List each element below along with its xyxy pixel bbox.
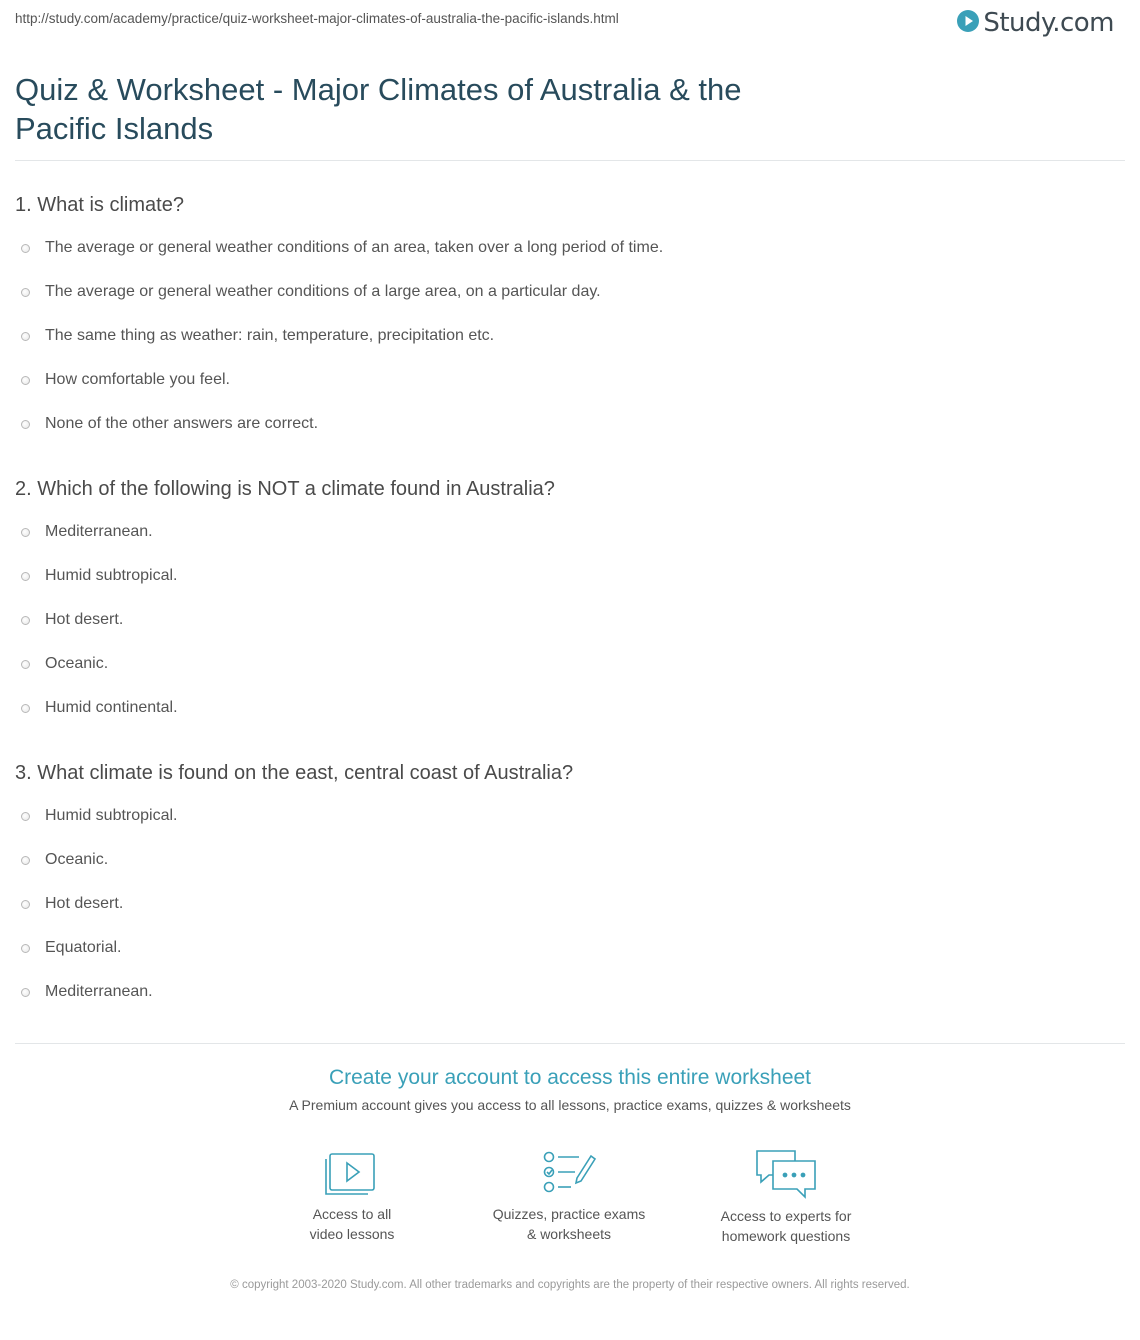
answer-text: Mediterranean.	[45, 983, 153, 1000]
radio-button[interactable]	[21, 332, 30, 341]
question-1: 1. What is climate?	[15, 194, 184, 216]
feature-quizzes	[484, 1148, 654, 1244]
radio-button[interactable]	[21, 244, 30, 253]
answer-option[interactable]	[21, 699, 178, 717]
chat-bubbles-icon	[701, 1148, 871, 1200]
answer-text: How comfortable you feel.	[45, 371, 230, 388]
feature-video-lessons	[267, 1148, 437, 1244]
question-2: 2. Which of the following is NOT a climate found in Australia?	[15, 478, 555, 500]
radio-button[interactable]	[21, 616, 30, 625]
radio-button[interactable]	[21, 856, 30, 865]
answer-option[interactable]	[21, 415, 318, 433]
answer-text: Mediterranean.	[45, 523, 153, 540]
answer-option[interactable]	[21, 939, 122, 957]
answer-text: Humid subtropical.	[45, 567, 178, 584]
answer-option[interactable]	[21, 807, 178, 825]
logo-text: Study.com	[983, 8, 1114, 38]
answer-text: Oceanic.	[45, 851, 109, 868]
answer-text: Humid continental.	[45, 699, 178, 716]
answer-option[interactable]	[21, 567, 178, 585]
answer-text: Oceanic.	[45, 655, 109, 672]
radio-button[interactable]	[21, 944, 30, 953]
title-divider	[15, 160, 1125, 161]
radio-button[interactable]	[21, 420, 30, 429]
feature-text: Quizzes, practice exams & worksheets	[492, 1206, 646, 1242]
radio-button[interactable]	[21, 528, 30, 537]
copyright-notice: © copyright 2003-2020 Study.com. All other trademarks and copyrights are the property of their respective owners. All rights reserved.	[230, 1279, 910, 1291]
feature-experts	[701, 1148, 871, 1246]
answer-option[interactable]	[21, 611, 123, 629]
question-3: 3. What climate is found on the east, central coast of Australia?	[15, 762, 574, 784]
answer-option[interactable]	[21, 655, 108, 673]
page-title: Quiz & Worksheet - Major Climates of Australia & the Pacific Islands	[15, 72, 742, 146]
radio-button[interactable]	[21, 288, 30, 297]
video-lesson-icon	[267, 1148, 437, 1198]
answer-option[interactable]	[21, 983, 153, 1001]
radio-button[interactable]	[21, 812, 30, 821]
answer-text: Hot desert.	[45, 895, 124, 912]
radio-button[interactable]	[21, 376, 30, 385]
answer-text: The average or general weather conditions of an area, taken over a long period of time.	[45, 239, 664, 256]
cta-divider	[15, 1043, 1125, 1044]
create-account-link[interactable]: Create your account to access this entire worksheet	[328, 1066, 812, 1089]
quiz-checklist-icon	[484, 1148, 654, 1198]
answer-text: Humid subtropical.	[45, 807, 178, 824]
answer-option[interactable]	[21, 239, 663, 257]
answer-option[interactable]	[21, 523, 153, 541]
radio-button[interactable]	[21, 988, 30, 997]
radio-button[interactable]	[21, 900, 30, 909]
radio-button[interactable]	[21, 660, 30, 669]
cta-subtitle: A Premium account gives you access to all lessons, practice exams, quizzes & worksheets	[289, 1097, 851, 1113]
answer-option[interactable]	[21, 283, 601, 301]
answer-text: Equatorial.	[45, 939, 122, 956]
answer-option[interactable]	[21, 327, 494, 345]
answer-text: The average or general weather conditions of a large area, on a particular day.	[45, 283, 601, 300]
page-url: http://study.com/academy/practice/quiz-worksheet-major-climates-of-australia-the-pacific-islands.html	[15, 11, 619, 26]
answer-text: Hot desert.	[45, 611, 124, 628]
answer-text: The same thing as weather: rain, temperature, precipitation etc.	[45, 327, 495, 344]
answer-option[interactable]	[21, 895, 123, 913]
radio-button[interactable]	[21, 704, 30, 713]
answer-option[interactable]	[21, 851, 108, 869]
study-logo[interactable]	[956, 8, 1114, 38]
answer-text: None of the other answers are correct.	[45, 415, 319, 432]
radio-button[interactable]	[21, 572, 30, 581]
feature-text: Access to all video lessons	[309, 1206, 395, 1242]
feature-text: Access to experts for homework questions	[720, 1208, 852, 1244]
answer-option[interactable]	[21, 371, 230, 389]
play-circle-icon	[956, 9, 980, 38]
